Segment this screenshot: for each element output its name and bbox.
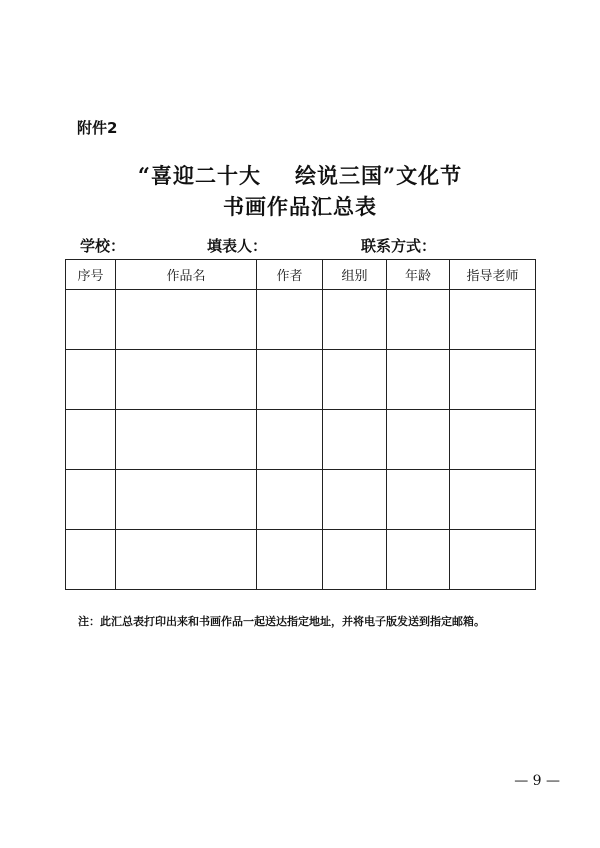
header-author: 作者 <box>257 260 323 290</box>
table-cell[interactable] <box>257 470 323 530</box>
table-cell[interactable] <box>323 290 387 350</box>
table-cell[interactable] <box>257 350 323 410</box>
table-cell[interactable] <box>450 410 536 470</box>
table-row <box>66 350 536 410</box>
works-summary-table <box>65 259 536 590</box>
table-cell[interactable] <box>116 470 257 530</box>
table-cell[interactable] <box>323 350 387 410</box>
table-cell[interactable] <box>116 290 257 350</box>
table-cell[interactable] <box>387 410 450 470</box>
table-cell[interactable] <box>387 290 450 350</box>
table-cell[interactable] <box>66 290 116 350</box>
table-cell[interactable] <box>450 530 536 590</box>
page-number: — 9 — <box>514 773 560 789</box>
table-cell[interactable] <box>387 350 450 410</box>
header-age: 年龄 <box>387 260 450 290</box>
header-work-name: 作品名 <box>116 260 257 290</box>
table-row <box>66 410 536 470</box>
document-title-line2: 书画作品汇总表 <box>223 194 377 219</box>
table-cell[interactable] <box>116 530 257 590</box>
table-row <box>66 290 536 350</box>
title-part-1: “喜迎二十大 <box>137 163 261 188</box>
school-label: 学校： <box>80 237 126 255</box>
table-header-row <box>66 260 536 290</box>
header-serial-number: 序号 <box>66 260 116 290</box>
header-instructor: 指导老师 <box>450 260 536 290</box>
table-row <box>66 470 536 530</box>
footnote: 注：此汇总表打印出来和书画作品一起送达指定地址，并将电子版发送到指定邮箱。 <box>78 615 485 628</box>
table-cell[interactable] <box>323 410 387 470</box>
table-cell[interactable] <box>257 290 323 350</box>
header-group: 组别 <box>323 260 387 290</box>
table-cell[interactable] <box>66 470 116 530</box>
filler-label: 填表人： <box>207 237 268 255</box>
attachment-label: 附件2 <box>77 119 118 137</box>
table-row <box>66 530 536 590</box>
table-cell[interactable] <box>323 470 387 530</box>
table-cell[interactable] <box>66 530 116 590</box>
contact-label: 联系方式： <box>361 237 437 255</box>
table-cell[interactable] <box>257 410 323 470</box>
table-cell[interactable] <box>387 470 450 530</box>
table-cell[interactable] <box>116 350 257 410</box>
table-cell[interactable] <box>116 410 257 470</box>
table-cell[interactable] <box>450 290 536 350</box>
table-cell[interactable] <box>66 350 116 410</box>
table-cell[interactable] <box>323 530 387 590</box>
table-cell[interactable] <box>450 470 536 530</box>
table-cell[interactable] <box>450 350 536 410</box>
table-cell[interactable] <box>387 530 450 590</box>
document-title-line1 <box>0 160 600 190</box>
table-cell[interactable] <box>66 410 116 470</box>
table-cell[interactable] <box>257 530 323 590</box>
title-part-2: 绘说三国”文化节 <box>295 163 463 188</box>
